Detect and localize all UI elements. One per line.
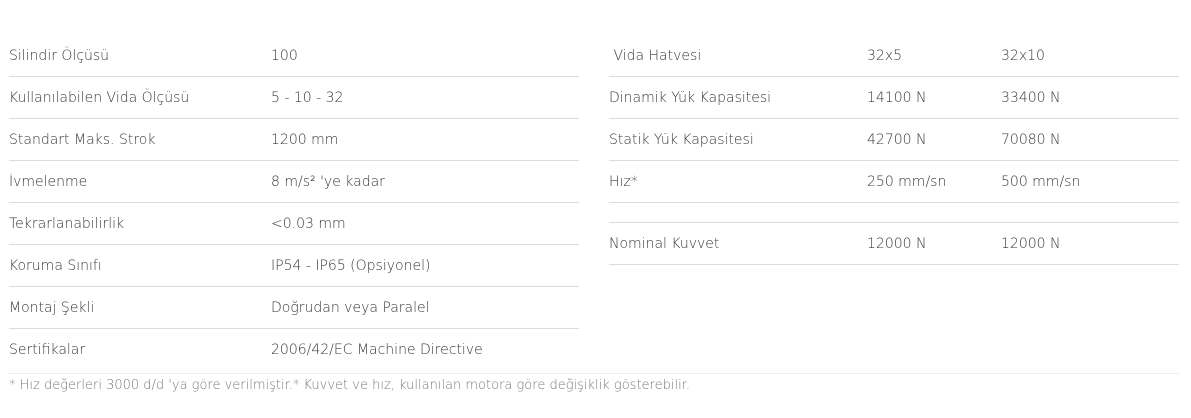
- footnote: * Hız değerleri 3000 d/d 'ya göre verilmiştir.* Kuvvet ve hız, kullanılan motora göre değişiklik gösterebilir.: [9, 378, 690, 393]
- row-label: Nominal Kuvvet: [609, 236, 720, 252]
- table-row: [9, 161, 579, 203]
- row-label: Standart Maks. Strok: [9, 132, 156, 148]
- row-value-2: 32x10: [1001, 48, 1045, 64]
- specs-table-right: [609, 35, 1179, 265]
- table-row: [9, 35, 579, 77]
- row-label: Vida Hatvesi: [609, 48, 702, 64]
- table-row: [9, 203, 579, 245]
- row-label: Silindir Ölçüsü: [9, 48, 110, 64]
- table-row: [609, 119, 1179, 161]
- row-label: Sertifikalar: [9, 342, 86, 358]
- row-value-1: 250 mm/sn: [867, 174, 947, 190]
- table-row: [9, 245, 579, 287]
- specs-table-left: [9, 35, 579, 371]
- footnote-divider: [9, 373, 1179, 374]
- row-label: Hız*: [609, 174, 638, 190]
- table-row: [609, 35, 1179, 77]
- row-value-1: 12000 N: [867, 236, 927, 252]
- table-row: [9, 329, 579, 371]
- row-value: 5 - 10 - 32: [271, 90, 344, 106]
- row-value: 100: [271, 48, 298, 64]
- row-value-2: 70080 N: [1001, 132, 1061, 148]
- table-row: [609, 161, 1179, 203]
- row-value-2: 500 mm/sn: [1001, 174, 1081, 190]
- table-row: [9, 119, 579, 161]
- row-value: IP54 - IP65 (Opsiyonel): [271, 258, 431, 274]
- row-value-1: 14100 N: [867, 90, 927, 106]
- row-value: <0.03 mm: [271, 216, 346, 232]
- row-label: Kullanılabilen Vida Ölçüsü: [9, 90, 190, 106]
- row-value-1: 32x5: [867, 48, 903, 64]
- row-value: 8 m/s² 'ye kadar: [271, 174, 385, 190]
- row-label: Statik Yük Kapasitesi: [609, 132, 754, 148]
- table-row: [9, 287, 579, 329]
- row-value: Doğrudan veya Paralel: [271, 300, 430, 316]
- row-value: 2006/42/EC Machine Directive: [271, 342, 483, 358]
- table-row: [9, 77, 579, 119]
- row-value-2: 33400 N: [1001, 90, 1061, 106]
- row-label: Montaj Şekli: [9, 300, 95, 316]
- row-value-2: 12000 N: [1001, 236, 1061, 252]
- row-value: 1200 mm: [271, 132, 339, 148]
- row-label: Tekrarlanabilirlik: [9, 216, 125, 232]
- row-label: Dinamik Yük Kapasitesi: [609, 90, 772, 106]
- row-value-1: 42700 N: [867, 132, 927, 148]
- table-row: [609, 223, 1179, 265]
- table-row: [609, 77, 1179, 119]
- row-label: Koruma Sınıfı: [9, 258, 102, 274]
- row-label: İvmelenme: [9, 174, 88, 190]
- table-row-empty: [609, 203, 1179, 223]
